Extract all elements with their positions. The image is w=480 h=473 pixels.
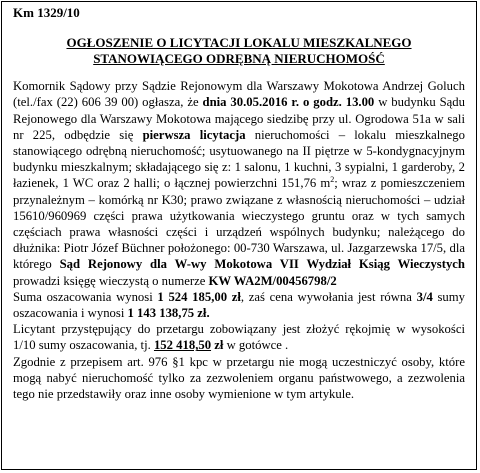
auction-date: dnia 30.05.2016 r. o godz. 13.00 <box>202 95 375 110</box>
valuation-paragraph <box>13 289 465 321</box>
deposit-paragraph <box>13 321 465 353</box>
price-fraction: 3/4 <box>416 289 433 304</box>
text-segment: Suma oszacowania wynosi <box>13 289 158 304</box>
text-segment: w gotówce . <box>223 338 289 353</box>
text-segment: Komornik Sądowy przy Sądzie Rejonowym dla Warszawy Mokotowa Andrzej Goluch (tel./fax (22) 606 39 00) ogłasza, że <box>13 79 465 110</box>
deposit-unit: zł <box>211 338 224 353</box>
property-description <box>13 78 465 289</box>
starting-price: 1 143 138,75 zł. <box>127 306 210 321</box>
text-segment: w budynku Sądu Rejonowego dla Warszawy Mokotowa mającego siedzibę przy ul. Ogrodowa 51a w sali nr 225, odbędzie się <box>13 95 465 142</box>
auction-notice <box>1 1 477 470</box>
notice-title <box>13 35 465 67</box>
legal-restriction-paragraph <box>13 354 465 403</box>
text-segment: ; wraz z pomieszczeniem przynależnym – komórką nr K30; prawo związane z własnością nieruchomości – udział 15610/960969 części prawa użytkowania wieczystego gruntu oraz w tych samych częściach prawa własności części i urządzeń wspólnych budynku; należącego do dłużnika: Piotr Józef Büchner położonego: 00-730 Warszawa, ul. Jazgarzewska 17/5, dla którego <box>13 176 466 272</box>
text-segment: Zgodnie z przepisem art. 976 §1 kpc w przetargu nie mogą uczestniczyć osoby, które mogą nabyć nieruchomość tylko za zezwoleniem organu państwowego, a zezwolenia tego nie przedstawiły oraz inne osoby wymienione w tym artykule. <box>13 354 465 402</box>
valuation-amount: 1 524 185,00 zł <box>157 289 241 304</box>
title-line-2: STANOWIĄCEGO ODRĘBNĄ NIERUCHOMOŚĆ <box>93 51 385 67</box>
text-segment: Licytant przystępujący do przetargu zobowiązany jest złożyć rękojmię w wysokości 1/10 sumy oszacowania, tj. <box>13 322 465 353</box>
text-segment: sumy oszacowania i wynosi <box>13 289 465 321</box>
text-segment: , zaś cena wywołania jest równa <box>240 289 417 304</box>
court-name: Sąd Rejonowy dla W-wy Mokotowa VII Wydział Ksiąg Wieczystych <box>59 257 465 272</box>
auction-type: pierwsza licytacja <box>142 127 246 142</box>
case-reference: Km 1329/10 <box>13 5 80 20</box>
area-unit-superscript: 2 <box>330 175 335 185</box>
text-segment: prowadzi księgę wieczystą o numerze <box>13 273 209 288</box>
text-segment: nieruchomości – lokalu mieszkalnego stanowiącego odrębną nieruchomość; usytuowanego na II piętrze w 5-kondygnacyjnym budynku mieszkalnym; składającego się z: 1 salonu, 1 kuchni, 3 sypialni, 1 garderoby, 2 łazienek, 1 WC oraz 2 halli; o łącznej powierzchni 151,76 m <box>13 127 465 191</box>
land-register-number: KW WA2M/00456798/2 <box>208 273 337 288</box>
deposit-amount: 152 418,50 <box>153 338 212 353</box>
title-line-1: OGŁOSZENIE O LICYTACJI LOKALU MIESZKALNEGO <box>66 35 412 51</box>
